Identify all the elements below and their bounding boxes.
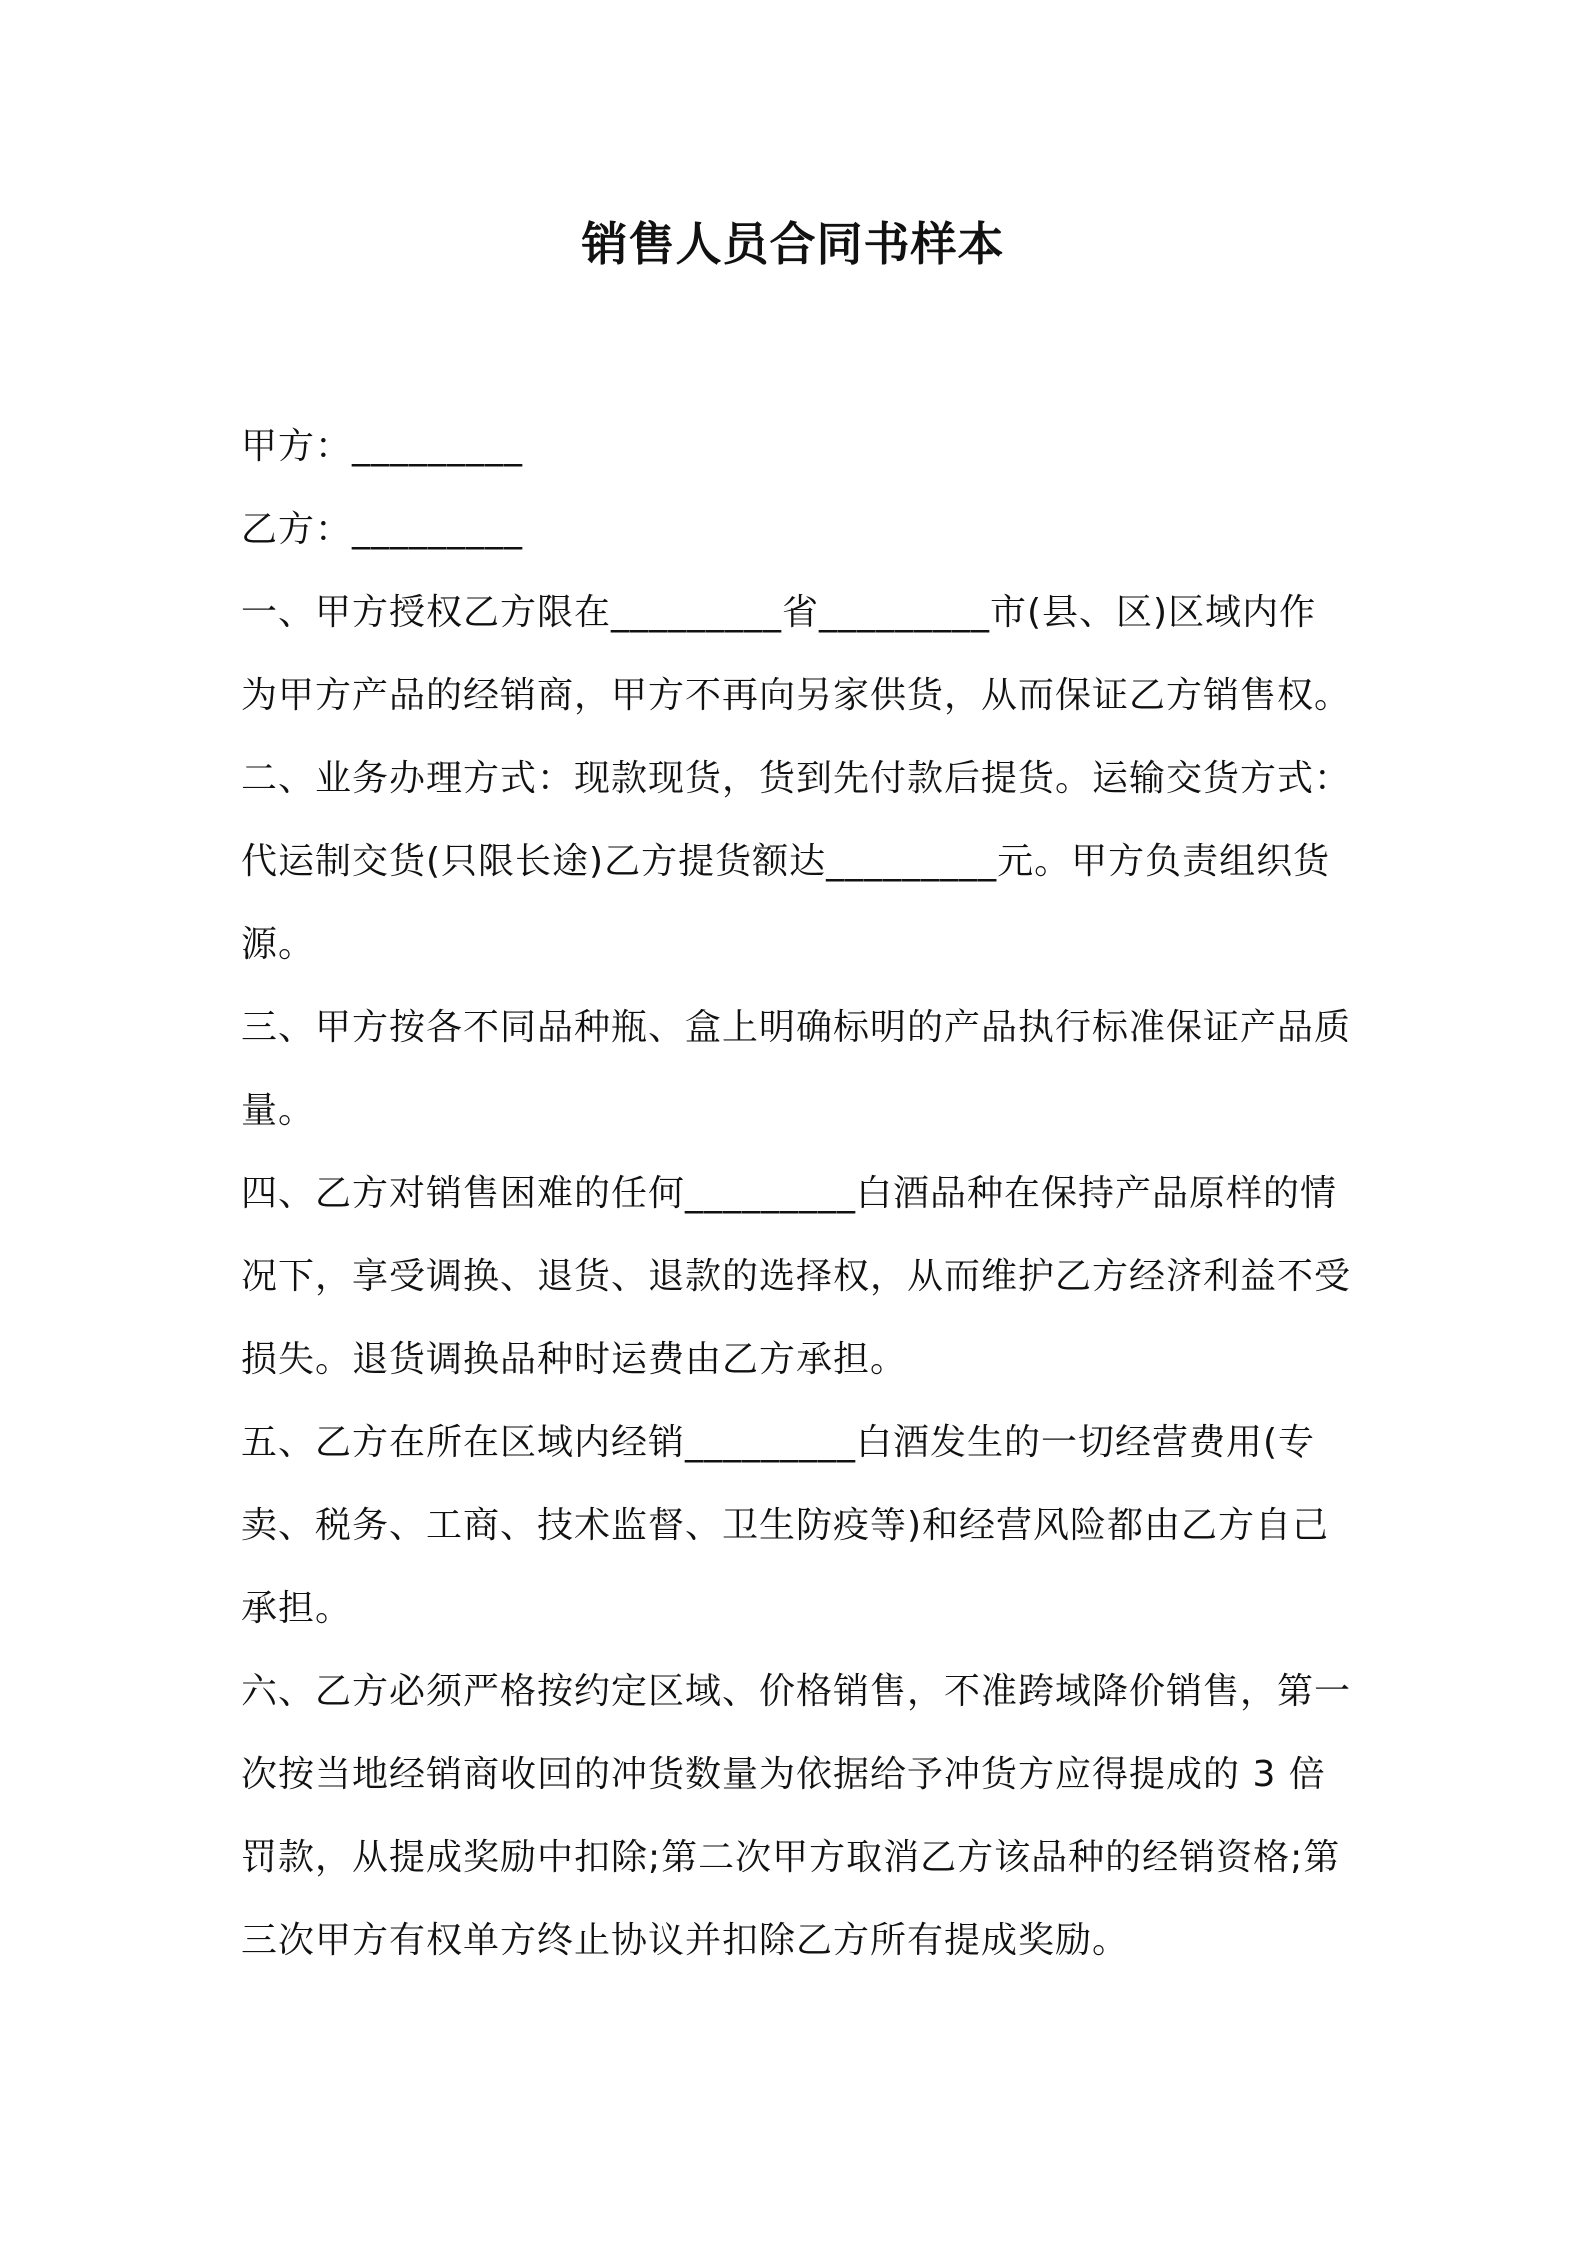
clause-6-line-3: 罚款，从提成奖励中扣除;第二次甲方取消乙方该品种的经销资格;第 xyxy=(241,1837,1341,1878)
clause-1-line-1: 一、甲方授权乙方限在_________省_________市(县、区)区域内作 xyxy=(241,592,1317,633)
document-title: 销售人员合同书样本 xyxy=(581,217,1005,271)
clause-3-line-2: 量。 xyxy=(241,1090,316,1131)
clause-5-line-1: 五、乙方在所在区域内经销_________白酒发生的一切经营费用(专 xyxy=(241,1422,1316,1463)
clause-5-line-2: 卖、税务、工商、技术监督、卫生防疫等)和经营风险都由乙方自己 xyxy=(241,1505,1330,1546)
clause-5-line-3: 承担。 xyxy=(241,1588,353,1629)
party-b-line: 乙方：_________ xyxy=(241,509,524,550)
clause-6-line-4: 三次甲方有权单方终止协议并扣除乙方所有提成奖励。 xyxy=(241,1920,1130,1961)
clause-4-line-1: 四、乙方对销售困难的任何_________白酒品种在保持产品原样的情 xyxy=(241,1173,1338,1214)
clause-4-line-3: 损失。退货调换品种时运费由乙方承担。 xyxy=(241,1339,908,1380)
party-a-line: 甲方：_________ xyxy=(241,426,524,467)
clause-3-line-1: 三、甲方按各不同品种瓶、盒上明确标明的产品执行标准保证产品质 xyxy=(241,1007,1352,1048)
clause-2-line-1: 二、业务办理方式：现款现货，货到先付款后提货。运输交货方式： xyxy=(241,758,1352,799)
clause-2-line-3: 源。 xyxy=(241,924,316,965)
clause-1-line-2: 为甲方产品的经销商，甲方不再向另家供货，从而保证乙方销售权。 xyxy=(241,675,1352,716)
clause-4-line-2: 况下，享受调换、退货、退款的选择权，从而维护乙方经济利益不受 xyxy=(241,1256,1352,1297)
document-body xyxy=(241,405,1356,1982)
clause-2-line-2: 代运制交货(只限长途)乙方提货额达_________元。甲方负责组织货 xyxy=(241,841,1331,882)
clause-6-line-1: 六、乙方必须严格按约定区域、价格销售，不准跨域降价销售，第一 xyxy=(241,1671,1352,1712)
clause-6-line-2: 次按当地经销商收回的冲货数量为依据给予冲货方应得提成的 3 倍 xyxy=(241,1754,1326,1795)
